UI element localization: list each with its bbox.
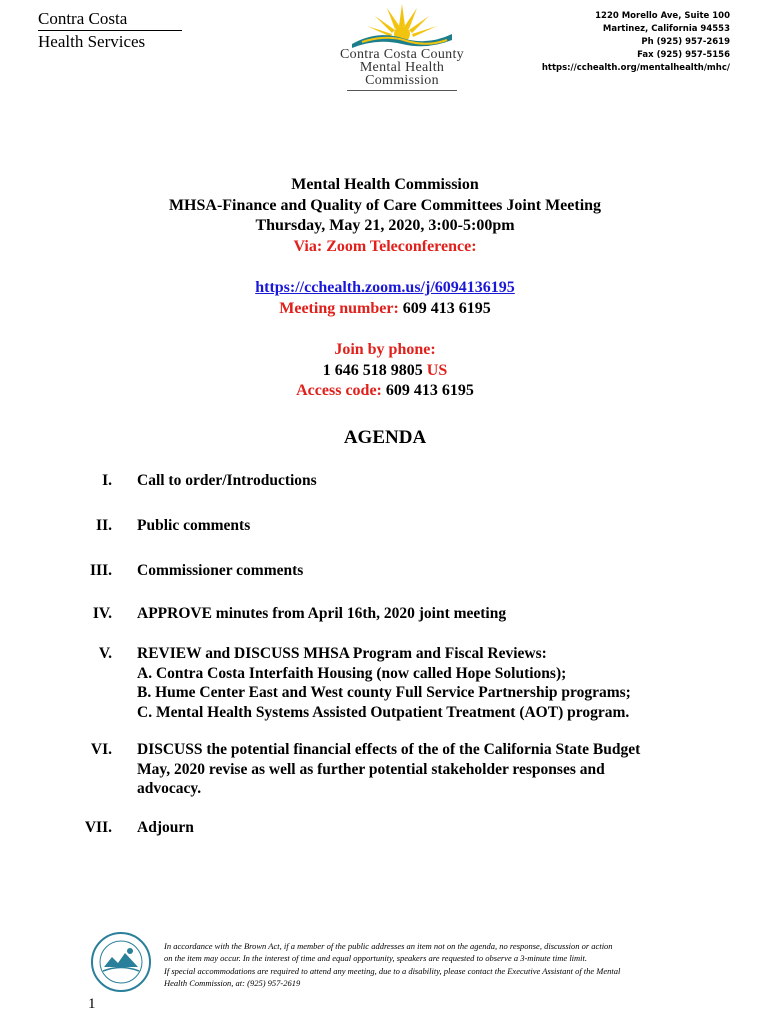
sun-hills-icon: [347, 4, 457, 48]
agenda-item-text: Commissioner comments: [137, 562, 304, 579]
commission-logo: [312, 4, 492, 100]
access-code-label: Access code:: [296, 382, 382, 399]
address-city: Martinez, California 94553: [602, 24, 730, 34]
org-name: [38, 8, 182, 53]
access-code-line: [0, 381, 770, 402]
agenda-item-text: Call to order/Introductions: [137, 472, 317, 489]
agenda-item-number: VI.: [90, 741, 112, 758]
agenda-item-number: V.: [98, 645, 112, 662]
logo-line1: Contra Costa County: [340, 47, 464, 62]
join-phone-label: Join by phone:: [334, 341, 436, 358]
meeting-number-line: [0, 299, 770, 320]
agenda-item-text: Public comments: [137, 517, 251, 534]
contact-address: [542, 10, 730, 75]
agenda-item-number: III.: [90, 562, 112, 579]
agenda-item-text: May, 2020 revise as well as further potential stakeholder responses and: [137, 760, 605, 778]
meeting-date: Thursday, May 21, 2020, 3:00-5:00pm: [255, 217, 515, 234]
agenda-item-text: REVIEW and DISCUSS MHSA Program and Fiscal Reviews:: [137, 645, 547, 662]
agenda-subitem-c: C. Mental Health Systems Assisted Outpatient Treatment (AOT) program.: [137, 703, 630, 721]
address-url[interactable]: https://cchealth.org/mentalhealth/mhc/: [541, 63, 730, 73]
agenda-item-number: II.: [96, 517, 112, 534]
agenda-item-number: I.: [102, 472, 112, 489]
phone-number: 1 646 518 9805: [322, 361, 423, 379]
meeting-number-label: Meeting number:: [279, 299, 399, 317]
meeting-subtitle: MHSA-Finance and Quality of Care Committees Joint Meeting: [168, 196, 602, 214]
org-name-line2: Health Services: [38, 32, 146, 51]
logo-line3: Commission: [365, 73, 439, 88]
phone-line: [0, 361, 770, 382]
phone-country: US: [426, 361, 448, 379]
access-code: 609 413 6195: [385, 382, 474, 399]
county-seal-icon: [90, 931, 152, 993]
address-phone: Ph (925) 957-2619: [641, 37, 730, 47]
agenda-title: AGENDA: [343, 427, 427, 448]
meeting-title: Mental Health Commission: [291, 176, 479, 193]
agenda-item-number: IV.: [92, 605, 112, 622]
footnote-line: Health Commission, at: (925) 957-2619: [164, 977, 301, 988]
agenda-item-text: Adjourn: [137, 819, 194, 836]
footnote-line: In accordance with the Brown Act, if a member of the public addresses an item not on the agenda, no response, discussion or action: [164, 941, 613, 951]
footnote-line: on the item may occur. In the interest of time and equal opportunity, speakers are requested to observe a 3-minute time limit.: [164, 953, 588, 964]
address-fax: Fax (925) 957-5156: [637, 50, 730, 60]
agenda-item-text: APPROVE minutes from April 16th, 2020 joint meeting: [137, 605, 507, 622]
agenda-subitem-a: A. Contra Costa Interfaith Housing (now called Hope Solutions);: [137, 664, 567, 682]
agenda-item-text: advocacy.: [137, 780, 202, 797]
footnote-line: If special accommodations are required to attend any meeting, due to a disability, please contact the Executive Assistant of the Mental: [164, 965, 621, 976]
brown-act-footnote: [164, 940, 719, 989]
org-name-line1: Contra Costa: [38, 8, 182, 31]
meeting-number: 609 413 6195: [402, 299, 491, 317]
agenda-subitem-b: B. Hume Center East and West county Full Service Partnership programs;: [137, 684, 631, 701]
zoom-link[interactable]: https://cchealth.zoom.us/j/6094136195: [255, 279, 515, 296]
meeting-heading: [0, 175, 770, 402]
page-number: 1: [88, 996, 96, 1012]
meeting-via: Via: Zoom Teleconference:: [293, 237, 477, 255]
logo-divider: [347, 90, 457, 91]
agenda-item-text: DISCUSS the potential financial effects of the of the California State Budget: [137, 741, 641, 758]
agenda-item-number: VII.: [84, 819, 112, 836]
address-street: 1220 Morello Ave, Suite 100: [595, 11, 730, 21]
logo-line2: Mental Health: [359, 60, 445, 75]
